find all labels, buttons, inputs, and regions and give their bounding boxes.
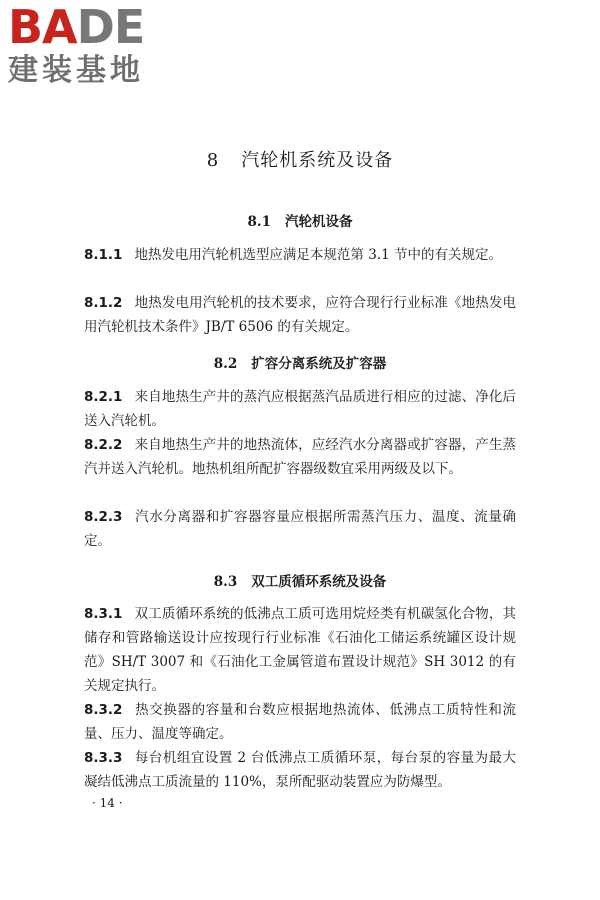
section-title-8-3: 8.3 双工质循环系统及设备 — [213, 574, 387, 590]
bade-logo — [8, 2, 144, 88]
logo-wordmark: BADE — [8, 0, 145, 54]
logo-subtitle: 建装基地 — [8, 53, 144, 88]
clause-8-3-3: 8.3.3 每台机组宜设置 2 台低沸点工质循环泵，每台泵的容量为最大凝结低沸点工质流量的 110%，泵所配驱动装置应为防爆型。 — [84, 750, 516, 790]
chapter-title — [0, 146, 600, 172]
page-number: · 14 · — [92, 796, 123, 810]
clause-8-2-2: 8.2.2 来自地热生产井的地热流体，应经汽水分离器或扩容器，产生蒸汽并送入汽轮机。地热机组所配扩容器级数宜采用两级及以下。 — [84, 437, 516, 477]
clause-8-3-1: 8.3.1 双工质循环系统的低沸点工质可选用烷烃类有机碳氢化合物，其储存和管路输送设计应按现行行业标准《石油化工储运系统罐区设计规范》SH/T 3007 和《石油化工金属管道布置设计规范》SH 3012 的有关规定执行。 — [84, 606, 516, 694]
clause-8-1-1: 8.1.1 地热发电用汽轮机选型应满足本规范第 3.1 节中的有关规定。 — [84, 247, 502, 263]
clause-8-1-2: 8.1.2 地热发电用汽轮机的技术要求，应符合现行行业标准《地热发电用汽轮机技术条件》JB/T 6506 的有关规定。 — [84, 295, 516, 335]
clause-8-3-2: 8.3.2 热交换器的容量和台数应根据地热流体、低沸点工质特性和流量、压力、温度等确定。 — [84, 702, 516, 742]
chapter-number: 8 — [206, 150, 220, 171]
clause-8-2-3: 8.2.3 汽水分离器和扩容器容量应根据所需蒸汽压力、温度、流量确定。 — [84, 509, 516, 549]
section-title-8-2: 8.2 扩容分离系统及扩容器 — [213, 356, 387, 372]
section-title-8-1: 8.1 汽轮机设备 — [247, 214, 353, 230]
clause-8-2-1: 8.2.1 来自地热生产井的蒸汽应根据蒸汽品质进行相应的过滤、净化后送入汽轮机。 — [84, 389, 516, 429]
chapter-title-text: 汽轮机系统及设备 — [241, 150, 394, 171]
